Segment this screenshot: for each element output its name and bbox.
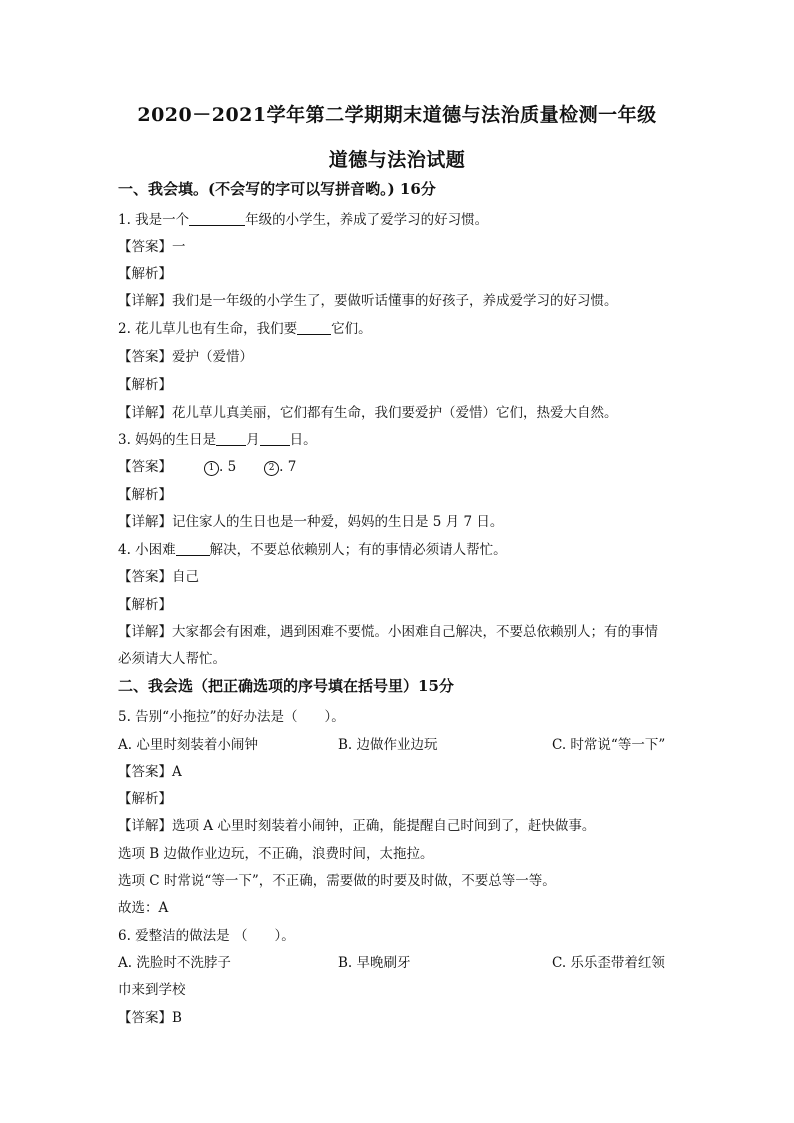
q1-answer bbox=[118, 238, 688, 256]
q3-answer-number-2: 2 bbox=[264, 461, 279, 476]
q5-answer-value: A bbox=[172, 764, 182, 780]
q1-text-post: 年级的小学生，养成了爱学习的好习惯。 bbox=[245, 212, 489, 228]
q2-text-pre: 2. 花儿草儿也有生命，我们要 bbox=[118, 321, 298, 337]
q4-answer bbox=[118, 568, 688, 586]
q5-detail-3: 选项 C 时常说“等一下”，不正确，需要做的时要及时做，不要总等一等。 bbox=[118, 873, 556, 889]
question-5: 5. 告别“小拖拉”的好办法是（ ）。 bbox=[118, 709, 345, 725]
q6-option-c-cont: 巾来到学校 bbox=[118, 982, 186, 998]
q5-option-b: B. 边做作业边玩 bbox=[338, 737, 438, 753]
q5-detail-2: 选项 B 边做作业边玩，不正确，浪费时间，太拖拉。 bbox=[118, 846, 434, 862]
q4-text-pre: 4. 小困难 bbox=[118, 542, 176, 558]
q3-answer-value-2: . 7 bbox=[279, 459, 297, 475]
q3-detail-text: 记住家人的生日也是一种爱，妈妈的生日是 5 月 7 日。 bbox=[172, 514, 504, 530]
detail-label: 【详解】 bbox=[118, 624, 172, 640]
q5-detail bbox=[118, 817, 688, 835]
answer-label: 【答案】 bbox=[118, 349, 172, 365]
q3-answer-value-1: . 5 bbox=[219, 459, 237, 475]
detail-label: 【详解】 bbox=[118, 818, 172, 834]
question-3 bbox=[118, 431, 688, 449]
q2-blank bbox=[297, 320, 331, 335]
q5-analysis: 【解析】 bbox=[118, 791, 172, 807]
question-1 bbox=[118, 211, 688, 229]
q2-answer bbox=[118, 348, 688, 366]
q1-blank bbox=[189, 211, 245, 226]
q6-answer bbox=[118, 1009, 688, 1027]
q1-detail bbox=[118, 292, 688, 310]
q2-detail-text: 花儿草儿真美丽，它们都有生命，我们要爱护（爱惜）它们，热爱大自然。 bbox=[172, 405, 618, 421]
answer-label: 【答案】 bbox=[118, 1010, 172, 1026]
detail-label: 【详解】 bbox=[118, 293, 172, 309]
answer-label: 【答案】 bbox=[118, 239, 172, 255]
question-4 bbox=[118, 541, 688, 559]
q3-text-pre: 3. 妈妈的生日是 bbox=[118, 432, 217, 448]
q6-option-c: C. 乐乐歪带着红领 bbox=[552, 955, 665, 971]
q4-detail-text-1: 大家都会有困难，遇到困难不要慌。小困难自己解决，不要总依赖别人；有的事情 bbox=[172, 624, 658, 640]
q1-detail-text: 我们是一年级的小学生了，要做听话懂事的好孩子，养成爱学习的好习惯。 bbox=[172, 293, 618, 309]
question-6: 6. 爱整洁的做法是 （ ）。 bbox=[118, 928, 295, 944]
title-line-2: 道德与法治试题 bbox=[328, 149, 466, 171]
q5-answer bbox=[118, 763, 688, 781]
q6-option-b: B. 早晚刷牙 bbox=[338, 955, 411, 971]
q1-text-pre: 1. 我是一个 bbox=[118, 212, 190, 228]
q3-blank-1 bbox=[216, 431, 246, 446]
title-line-1: 2020－2021学年第二学期期末道德与法治质量检测一年级 bbox=[137, 104, 657, 126]
section-1-heading: 一、我会填。(不会写的字可以写拼音哟。) 16分 bbox=[118, 180, 436, 198]
answer-label: 【答案】 bbox=[118, 764, 172, 780]
q3-answer bbox=[118, 458, 688, 476]
q5-conclusion: 故选：A bbox=[118, 900, 169, 916]
question-2 bbox=[118, 320, 688, 338]
q3-analysis: 【解析】 bbox=[118, 487, 172, 503]
q6-answer-value: B bbox=[172, 1010, 182, 1026]
answer-label: 【答案】 bbox=[118, 569, 172, 585]
q4-analysis: 【解析】 bbox=[118, 597, 172, 613]
q4-text-post: 解决，不要总依赖别人；有的事情必须请人帮忙。 bbox=[209, 542, 507, 558]
q3-answer-number-1: 1 bbox=[204, 461, 219, 476]
detail-label: 【详解】 bbox=[118, 405, 172, 421]
q5-option-a: A. 心里时刻装着小闹钟 bbox=[118, 737, 258, 753]
q1-answer-value: 一 bbox=[172, 239, 186, 255]
q4-detail-cont: 必须请大人帮忙。 bbox=[118, 651, 226, 667]
q2-detail bbox=[118, 404, 688, 422]
q4-blank bbox=[176, 541, 210, 556]
q3-blank-2 bbox=[260, 431, 290, 446]
q6-option-a: A. 洗脸时不洗脖子 bbox=[118, 955, 231, 971]
q3-text-mid: 月 bbox=[246, 432, 260, 448]
q2-analysis: 【解析】 bbox=[118, 377, 172, 393]
q2-answer-value: 爱护（爱惜） bbox=[172, 349, 253, 365]
detail-label: 【详解】 bbox=[118, 514, 172, 530]
q3-text-post: 日。 bbox=[289, 432, 317, 448]
q5-option-c: C. 时常说“等一下” bbox=[552, 737, 666, 753]
q5-detail-text-1: 选项 A 心里时刻装着小闹钟，正确，能提醒自己时间到了，赶快做事。 bbox=[172, 818, 596, 834]
q2-text-post: 它们。 bbox=[331, 321, 372, 337]
q4-detail bbox=[118, 623, 688, 641]
q1-analysis: 【解析】 bbox=[118, 266, 172, 282]
q4-answer-value: 自己 bbox=[172, 569, 199, 585]
q3-detail bbox=[118, 513, 688, 531]
section-2-heading: 二、我会选（把正确选项的序号填在括号里）15分 bbox=[118, 677, 454, 695]
answer-label: 【答案】 bbox=[118, 459, 172, 475]
